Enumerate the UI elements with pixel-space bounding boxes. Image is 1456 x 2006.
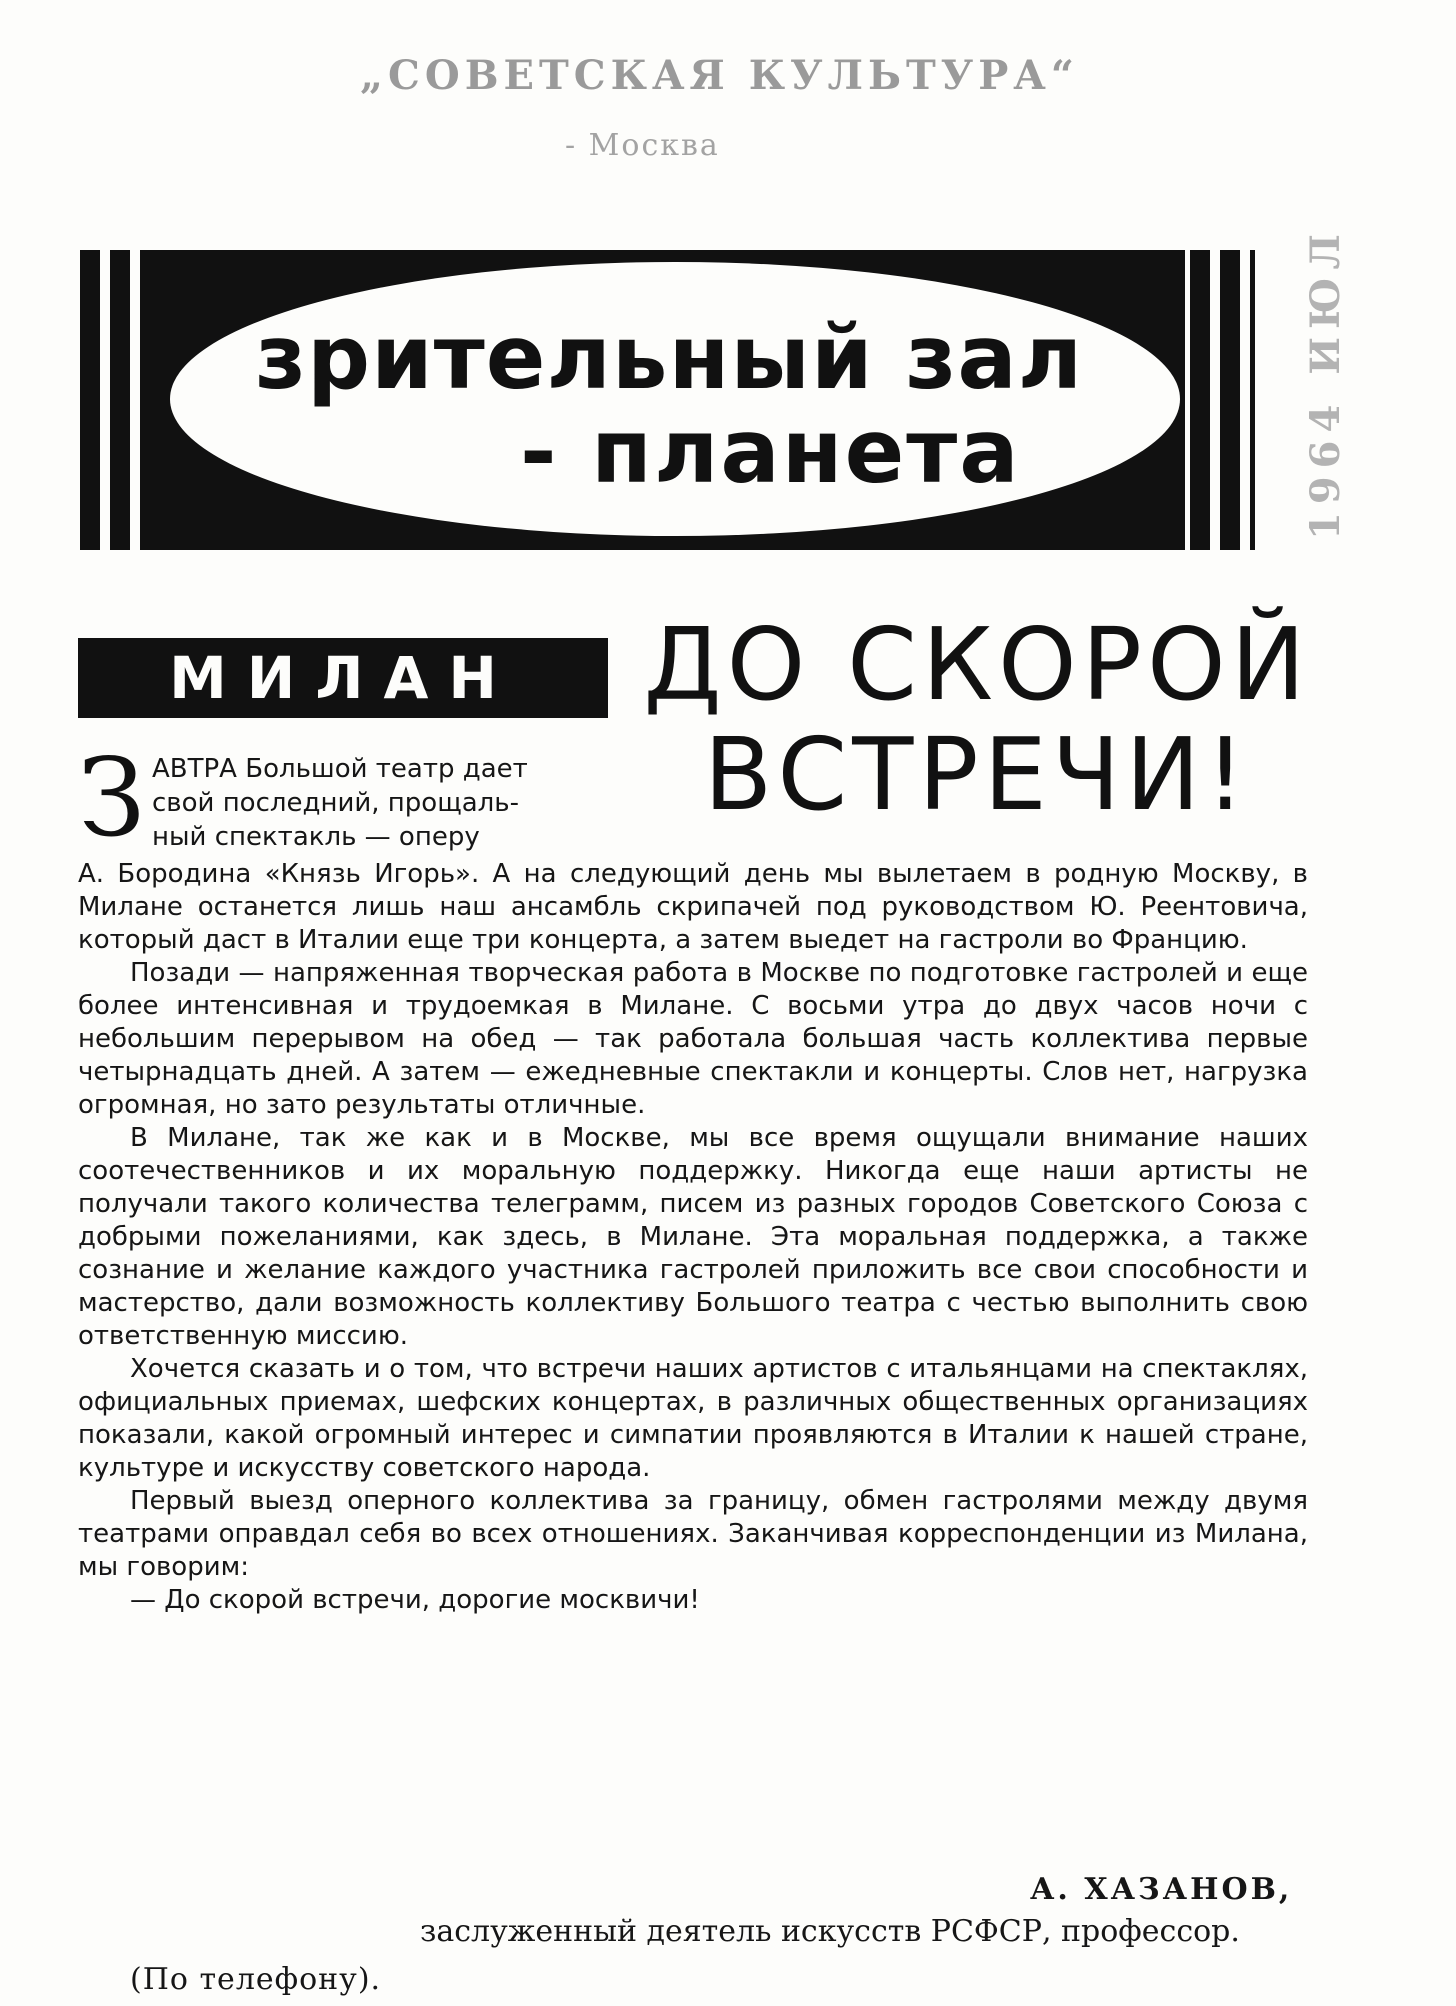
- article-body: [78, 858, 1308, 1617]
- rubric-title-line-1: зрительный зал: [255, 306, 1084, 409]
- article-paragraph: В Милане, так же как и в Москве, мы все время ощущали внимание наших соотечественников и их моральную поддержку. Никогда еще наши артисты не получали такого количества телеграмм, писем из разных городов Советского Союза с добрыми пожеланиями, как здесь, в Милане. Эта моральная поддержка, а также сознание и желание каждого участника гастролей приложить все свои способности и мастерство, дали возможность коллективу Большого театра с честью выполнить свою ответственную миссию.: [78, 1123, 1308, 1351]
- rubric-title-line-2: - планета: [520, 400, 1021, 503]
- article-closing-line: — До скорой встречи, дорогие москвичи!: [130, 1585, 700, 1615]
- source-stamp-title: „СОВЕТСКАЯ КУЛЬТУРА“: [360, 52, 1079, 99]
- city-label: МИЛАН: [78, 638, 608, 718]
- drop-cap: З: [78, 736, 146, 861]
- lead-line-2: свой последний, прощаль-: [152, 788, 519, 818]
- article-headline: [632, 606, 1322, 833]
- article-paragraph: А. Бородина «Князь Игорь». А на следующий день мы вылетаем в родную Москву, в Милане останется лишь наш ансамбль скрипачей под руководством Ю. Реентовича, который даст в Италии еще три концерта, а затем выедет на гастроли во Францию.: [78, 859, 1308, 955]
- lead-block: [152, 752, 602, 854]
- article-paragraph: Первый выезд оперного коллектива за границу, обмен гастролями между двумя театрами оправдал себя во всех отношениях. Заканчивая корреспонденции из Милана, мы говорим:: [78, 1486, 1308, 1582]
- headline-line-2: ВСТРЕЧИ!: [703, 716, 1251, 833]
- author-name: А. ХАЗАНОВ,: [1030, 1872, 1293, 1907]
- lead-line-1: АВТРА Большой театр дает: [152, 754, 528, 784]
- author-title: заслуженный деятель искусств РСФСР, профессор.: [420, 1914, 1240, 1949]
- lead-line-3: ный спектакль — оперу: [152, 822, 480, 852]
- byline-note: (По телефону).: [130, 1962, 382, 1997]
- article-paragraph: Хочется сказать и о том, что встречи наших артистов с итальянцами на спектаклях, официальных приемах, шефских концертах, в различных общественных организациях показали, какой огромный интерес и симпатии проявляются в Италии к нашей стране, культуре и искусству советского народа.: [78, 1354, 1308, 1483]
- headline-line-1: ДО СКОРОЙ: [643, 606, 1311, 723]
- source-stamp-city: - Москва: [565, 128, 720, 163]
- date-stamp: 1964 ИЮЛ: [1302, 226, 1349, 540]
- article-paragraph: Позади — напряженная творческая работа в Москве по подготовке гастролей и еще более интенсивная и трудоемкая в Милане. С восьми утра до двух часов ночи с небольшим перерывом на обед — так работала большая часть коллектива первые четырнадцать дней. А затем — ежедневные спектакли и концерты. Слов нет, нагрузка огромная, но зато результаты отличные.: [78, 958, 1308, 1120]
